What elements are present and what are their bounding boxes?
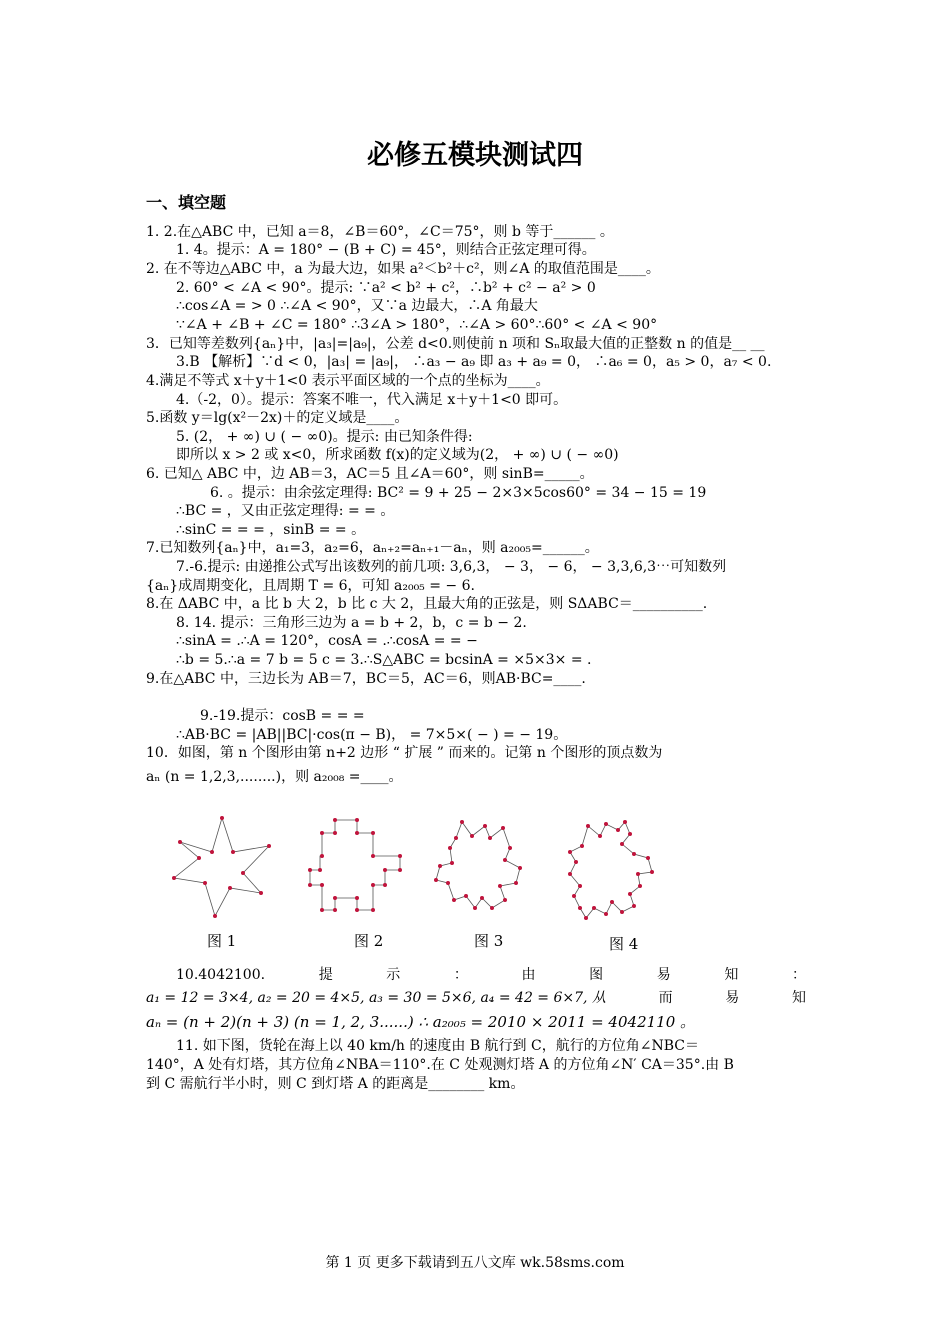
text-line: 6. 。提示：由余弦定理得: BC² = 9 + 25 − 2×3×5cos60° = 34 − 15 = 19 bbox=[210, 485, 707, 501]
figure-3-polygon bbox=[436, 822, 520, 908]
text-line: 6. 已知△ ABC 中，边 AB＝3，AC＝5 且∠A＝60°，则 sinB=_____。 bbox=[146, 466, 594, 482]
text-line: {aₙ}成周期变化，且周期 T = 6，可知 a₂₀₀₅ = − 6. bbox=[146, 578, 475, 594]
text-line: 140°，A 处有灯塔，其方位角∠NBA＝110°.在 C 处观测灯塔 A 的方位角∠N′ CA＝35°.由 B bbox=[146, 1057, 734, 1073]
answer-10-line3: aₙ = (n + 2)(n + 3) (n = 1, 2, 3......) ∴ a₂₀₀₅ = 2010 × 2011 = 4042110 。 bbox=[146, 1013, 696, 1031]
text-line: 5.函数 y＝lg(x²－2x)＋的定义域是____。 bbox=[146, 410, 409, 426]
text-line: 11. 如下图，货轮在海上以 40 km/h 的速度由 B 航行到 C，航行的方位角∠NBC＝ bbox=[176, 1038, 699, 1054]
answer-10-line2: a₁ = 12 = 3×4, a₂ = 20 = 4×5, a₃ = 30 = 5×6, a₄ = 42 = 6×7, 从 而 易 知 bbox=[146, 990, 806, 1006]
text-line: 3．已知等差数列{aₙ}中，|a₃|=|a₉|，公差 d<0.则使前 n 项和 Sₙ取最大值的正整数 n 的值是__ __ bbox=[146, 336, 765, 352]
figure-3-points bbox=[434, 820, 522, 910]
section-heading: 一、填空题 bbox=[146, 193, 227, 212]
text-line: 即所以 x > 2 或 x<0，所求函数 f(x)的定义域为(2， + ∞) ∪ ( − ∞0) bbox=[176, 447, 619, 463]
page-title: 必修五模块测试四 bbox=[367, 140, 583, 171]
figure-1-points bbox=[172, 816, 271, 918]
text-line: 5. (2， + ∞) ∪ ( − ∞0)。提示: 由已知条件得: bbox=[176, 429, 473, 445]
text-line: 2. 60° < ∠A < 90°。提示: ∵a² < b² + c²，∴b² + c² − a² > 0 bbox=[176, 280, 596, 296]
text-line: ∵∠A + ∠B + ∠C = 180° ∴3∠A > 180°，∴∠A > 60°∴60° < ∠A < 90° bbox=[176, 317, 658, 333]
text-line: ∴cos∠A = > 0 ∴∠A < 90°，又∵a 边最大，∴A 角最大 bbox=[176, 298, 538, 314]
text-line: 4.满足不等式 x＋y＋1<0 表示平面区域的一个点的坐标为____。 bbox=[146, 373, 550, 389]
text-line: ∴AB·BC = |AB||BC|·cos(π − B)， = 7×5×( − ) = − 19。 bbox=[176, 727, 568, 743]
figure-3-caption: 图 3 bbox=[474, 932, 504, 950]
answer-10-head: 10.4042100. 提 示 ： 由 图 易 知 ： bbox=[176, 967, 806, 983]
text-line: ∴sinA = .∴A = 120°，cosA = .∴cosA = = − bbox=[176, 633, 478, 649]
text-line: 8. 14. 提示：三角形三边为 a = b + 2，b，c = b − 2. bbox=[176, 615, 527, 631]
text-line: 10．如图，第 n 个图形由第 n+2 边形 “ 扩展 ” 而来的。记第 n 个图形的顶点数为 bbox=[146, 745, 663, 761]
text-line: 9.在△ABC 中，三边长为 AB＝7，BC＝5，AC＝6，则AB·BC=____. bbox=[146, 671, 586, 687]
figure-1-caption: 图 1 bbox=[207, 932, 237, 950]
text-line: 7.已知数列{aₙ}中，a₁=3，a₂=6，aₙ₊₂=aₙ₊₁－aₙ，则 a₂₀₀₅=______。 bbox=[146, 540, 599, 556]
text-line: ∴BC = ，又由正弦定理得: = = 。 bbox=[176, 503, 395, 519]
text-line: ∴b = 5.∴a = 7 b = 5 c = 3.∴S△ABC = bcsinA = ×5×3× = . bbox=[176, 652, 592, 668]
figure-1-hexagram bbox=[174, 818, 269, 916]
figure-2-caption: 图 2 bbox=[354, 932, 384, 950]
text-line: 3.B 【解析】∵d < 0，|a₃| = |a₉|， ∴a₃ − a₉ 即 a₃ + a₉ = 0， ∴a₆ = 0，a₅ > 0，a₇ < 0. bbox=[176, 354, 772, 370]
page-footer: 第 1 页 更多下载请到五八文库 wk.58sms.com bbox=[325, 1255, 625, 1271]
text-line: 1. 2.在△ABC 中，已知 a＝8，∠B＝60°，∠C＝75°，则 b 等于______ 。 bbox=[146, 224, 614, 240]
text-line: aₙ (n = 1,2,3,........)，则 a₂₀₀₈ =____。 bbox=[146, 769, 403, 785]
text-line: 4.（-2，0）。提示：答案不唯一，代入满足 x＋y＋1<0 即可。 bbox=[176, 392, 568, 408]
text-line: 8.在 ΔABC 中，a 比 b 大 2，b 比 c 大 2，且最大角的正弦是，则 SΔABC＝__________. bbox=[146, 596, 708, 612]
figure-row bbox=[160, 808, 680, 958]
text-line: 9.-19.提示：cosB = = = bbox=[200, 708, 365, 724]
text-line: 到 C 需航行半小时，则 C 到灯塔 A 的距离是________ km。 bbox=[146, 1076, 525, 1092]
figure-4-caption: 图 4 bbox=[609, 935, 639, 953]
figure-4-points bbox=[568, 820, 654, 920]
text-line: 2. 在不等边△ABC 中，a 为最大边，如果 a²＜b²＋c²，则∠A 的取值范围是____。 bbox=[146, 261, 660, 277]
text-line: 1. 4。提示：A = 180° − (B + C) = 45°，则结合正弦定理可得。 bbox=[176, 242, 596, 258]
text-line: ∴sinC = = = ，sinB = = 。 bbox=[176, 522, 366, 538]
text-line: 7.-6.提示: 由递推公式写出该数列的前几项: 3,6,3， − 3， − 6， − 3,3,6,3⋯可知数列 bbox=[176, 559, 727, 575]
